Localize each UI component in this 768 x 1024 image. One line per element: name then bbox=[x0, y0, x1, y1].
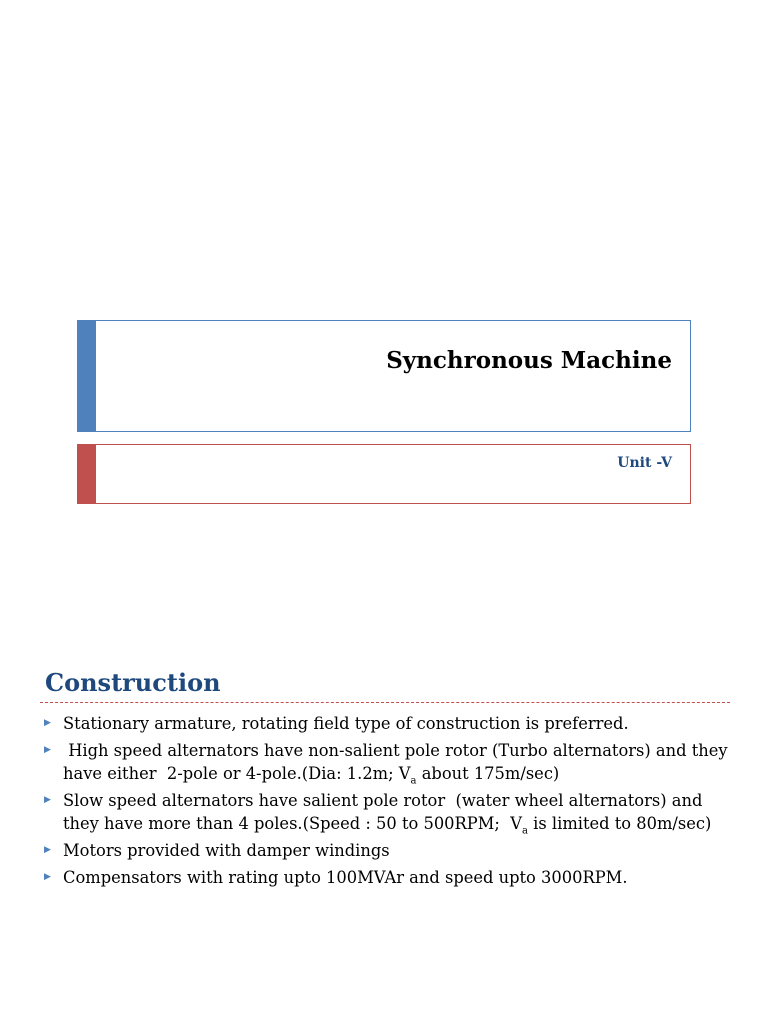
subscript: a bbox=[410, 775, 417, 787]
slide-subtitle: Unit -V bbox=[617, 455, 672, 471]
bullet-text-part: about 175m/sec) bbox=[416, 764, 560, 783]
section-divider bbox=[40, 702, 730, 703]
bullet-text: Stationary armature, rotating field type of construction is preferred. bbox=[63, 714, 629, 733]
bullet-text-part: Slow speed alternators have salient pole rotor (water wheel alternators) and they have more than 4 poles.(Speed : 50 to 500RPM; V bbox=[63, 791, 708, 833]
list-item bbox=[44, 839, 734, 862]
triangle-right-icon: ▶ bbox=[44, 718, 51, 728]
triangle-right-icon: ▶ bbox=[44, 872, 51, 882]
bullet-text: Compensators with rating upto 100MVAr and speed upto 3000RPM. bbox=[63, 868, 628, 887]
bullet-text bbox=[63, 789, 734, 835]
subtitle-box bbox=[77, 444, 691, 504]
triangle-right-icon: ▶ bbox=[44, 845, 51, 855]
list-item bbox=[44, 739, 734, 785]
bullet-text-part: is limited to 80m/sec) bbox=[528, 814, 712, 833]
list-item bbox=[44, 789, 734, 835]
subtitle-accent-bar bbox=[78, 445, 96, 503]
list-item bbox=[44, 866, 734, 889]
slide-title: Synchronous Machine bbox=[386, 347, 672, 374]
bullet-text bbox=[63, 739, 734, 785]
bullet-text-part: High speed alternators have non-salient pole rotor (Turbo alternators) and they have either 2-pole or 4-pole.(Dia: 1.2m; V bbox=[63, 741, 733, 783]
title-accent-bar bbox=[78, 321, 96, 431]
subscript: a bbox=[522, 825, 528, 837]
title-box bbox=[77, 320, 691, 432]
bullet-list bbox=[44, 712, 734, 893]
triangle-right-icon: ▶ bbox=[44, 745, 51, 755]
bullet-text: Motors provided with damper windings bbox=[63, 841, 390, 860]
section-heading: Construction bbox=[45, 668, 221, 697]
triangle-right-icon: ▶ bbox=[44, 795, 51, 805]
list-item bbox=[44, 712, 734, 735]
